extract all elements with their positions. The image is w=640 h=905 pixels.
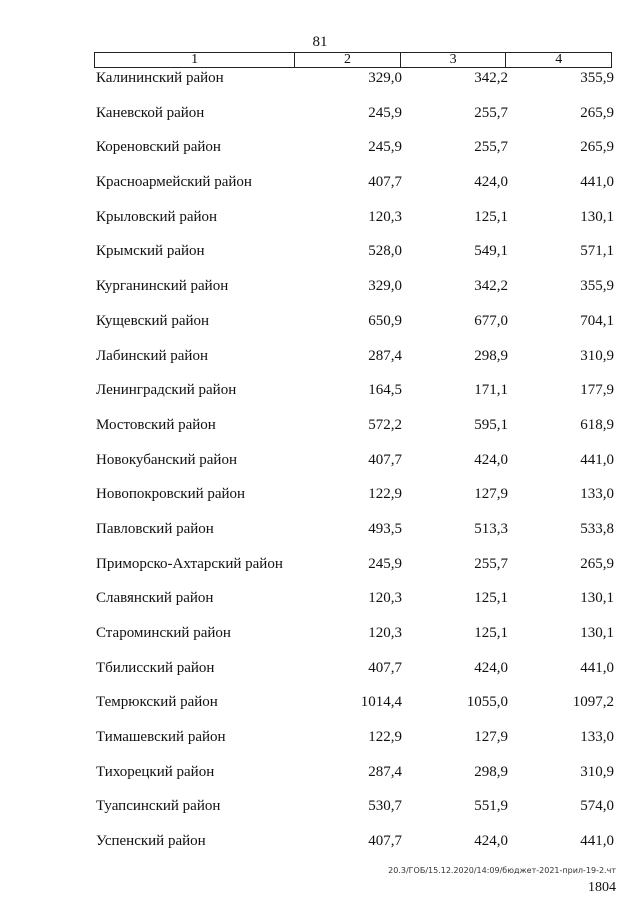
value-col-3: 513,3 bbox=[474, 520, 508, 537]
district-name: Староминский район bbox=[96, 625, 231, 641]
value-col-4: 574,0 bbox=[580, 798, 614, 815]
value-col-4: 133,0 bbox=[580, 729, 614, 746]
table-row bbox=[0, 521, 640, 556]
table-row bbox=[0, 382, 640, 417]
district-name: Успенский район bbox=[96, 833, 206, 850]
table-row bbox=[0, 556, 640, 591]
table-row bbox=[0, 313, 640, 348]
district-name: Курганинский район bbox=[96, 278, 229, 295]
value-col-3: 125,1 bbox=[474, 208, 508, 225]
value-col-4: 310,9 bbox=[580, 763, 614, 780]
table-row bbox=[0, 417, 640, 452]
district-name: Крымский район bbox=[96, 243, 205, 260]
value-col-2: 407,7 bbox=[368, 451, 402, 468]
value-col-3: 127,9 bbox=[474, 729, 508, 746]
value-col-2: 245,9 bbox=[368, 139, 402, 156]
table-row bbox=[0, 625, 640, 660]
value-col-2: 572,2 bbox=[368, 416, 402, 433]
table-row bbox=[0, 590, 640, 625]
table-row bbox=[0, 729, 640, 764]
table-row bbox=[0, 174, 640, 209]
value-col-3: 255,7 bbox=[474, 555, 508, 572]
value-col-3: 424,0 bbox=[474, 833, 508, 850]
district-name: Красноармейский район bbox=[96, 174, 252, 191]
table-header bbox=[94, 52, 612, 68]
value-col-3: 677,0 bbox=[474, 312, 508, 329]
value-col-4: 130,1 bbox=[580, 208, 614, 225]
value-col-3: 127,9 bbox=[474, 486, 508, 503]
value-col-4: 130,1 bbox=[580, 625, 614, 641]
value-col-2: 528,0 bbox=[368, 243, 402, 260]
value-col-4: 571,1 bbox=[580, 243, 614, 260]
value-col-4: 441,0 bbox=[580, 659, 614, 676]
column-header-2: 2 bbox=[294, 53, 400, 67]
column-header-3: 3 bbox=[400, 53, 506, 67]
district-name: Ленинградский район bbox=[96, 382, 237, 399]
value-col-3: 255,7 bbox=[474, 104, 508, 121]
table-row bbox=[0, 486, 640, 521]
table-row bbox=[0, 105, 640, 140]
district-name: Тбилисский район bbox=[96, 659, 215, 676]
value-col-3: 298,9 bbox=[474, 763, 508, 780]
value-col-2: 122,9 bbox=[368, 729, 402, 746]
value-col-2: 407,7 bbox=[368, 659, 402, 676]
value-col-4: 177,9 bbox=[580, 382, 614, 399]
document-stamp: 20.3/ГОБ/15.12.2020/14:09/бюджет-2021-прил-19-2.чт bbox=[388, 866, 616, 875]
value-col-4: 133,0 bbox=[580, 486, 614, 503]
value-col-3: 125,1 bbox=[474, 625, 508, 641]
table-body bbox=[0, 70, 640, 868]
value-col-2: 329,0 bbox=[368, 70, 402, 86]
value-col-3: 255,7 bbox=[474, 139, 508, 156]
value-col-4: 441,0 bbox=[580, 833, 614, 850]
value-col-4: 310,9 bbox=[580, 347, 614, 364]
value-col-2: 1014,4 bbox=[360, 694, 402, 711]
value-col-2: 407,7 bbox=[368, 174, 402, 191]
district-name: Туапсинский район bbox=[96, 798, 221, 815]
district-name: Тимашевский район bbox=[96, 729, 226, 746]
table-row bbox=[0, 70, 640, 105]
table-row bbox=[0, 278, 640, 313]
district-name: Лабинский район bbox=[96, 347, 208, 364]
value-col-3: 342,2 bbox=[474, 70, 508, 86]
value-col-2: 493,5 bbox=[368, 520, 402, 537]
table-row bbox=[0, 139, 640, 174]
value-col-2: 329,0 bbox=[368, 278, 402, 295]
table-row bbox=[0, 764, 640, 799]
district-name: Славянский район bbox=[96, 590, 214, 607]
table-row bbox=[0, 209, 640, 244]
value-col-3: 551,9 bbox=[474, 798, 508, 815]
value-col-2: 287,4 bbox=[368, 763, 402, 780]
district-name: Новокубанский район bbox=[96, 451, 237, 468]
value-col-3: 171,1 bbox=[474, 382, 508, 399]
value-col-2: 245,9 bbox=[368, 104, 402, 121]
column-header-4: 4 bbox=[505, 53, 611, 67]
value-col-2: 164,5 bbox=[368, 382, 402, 399]
value-col-4: 618,9 bbox=[580, 416, 614, 433]
value-col-3: 1055,0 bbox=[466, 694, 508, 711]
district-name: Приморско-Ахтарский район bbox=[96, 555, 283, 572]
value-col-3: 549,1 bbox=[474, 243, 508, 260]
table-row bbox=[0, 798, 640, 833]
value-col-4: 533,8 bbox=[580, 520, 614, 537]
district-name: Крыловский район bbox=[96, 208, 218, 225]
value-col-2: 407,7 bbox=[368, 833, 402, 850]
value-col-2: 245,9 bbox=[368, 555, 402, 572]
district-name: Темрюкский район bbox=[96, 694, 218, 711]
value-col-4: 355,9 bbox=[580, 278, 614, 295]
value-col-2: 120,3 bbox=[368, 625, 402, 641]
value-col-2: 530,7 bbox=[368, 798, 402, 815]
value-col-4: 265,9 bbox=[580, 139, 614, 156]
value-col-3: 342,2 bbox=[474, 278, 508, 295]
value-col-3: 424,0 bbox=[474, 659, 508, 676]
value-col-4: 441,0 bbox=[580, 451, 614, 468]
table-row bbox=[0, 348, 640, 383]
value-col-2: 122,9 bbox=[368, 486, 402, 503]
table-row bbox=[0, 452, 640, 487]
district-name: Кущевский район bbox=[96, 312, 210, 329]
value-col-4: 704,1 bbox=[580, 312, 614, 329]
value-col-2: 120,3 bbox=[368, 208, 402, 225]
district-name: Павловский район bbox=[96, 520, 214, 537]
district-name: Тихорецкий район bbox=[96, 763, 215, 780]
sheet-number: 1804 bbox=[588, 880, 616, 895]
value-col-2: 650,9 bbox=[368, 312, 402, 329]
value-col-4: 1097,2 bbox=[572, 694, 614, 711]
value-col-3: 424,0 bbox=[474, 174, 508, 191]
page-number: 81 bbox=[312, 34, 328, 50]
value-col-4: 265,9 bbox=[580, 104, 614, 121]
column-header-1: 1 bbox=[191, 52, 199, 67]
value-col-4: 355,9 bbox=[580, 70, 614, 86]
district-name: Мостовский район bbox=[96, 416, 216, 433]
value-col-4: 130,1 bbox=[580, 590, 614, 607]
value-col-3: 424,0 bbox=[474, 451, 508, 468]
value-col-4: 265,9 bbox=[580, 555, 614, 572]
table-row bbox=[0, 243, 640, 278]
value-col-4: 441,0 bbox=[580, 174, 614, 191]
table-row bbox=[0, 833, 640, 868]
value-col-2: 287,4 bbox=[368, 347, 402, 364]
district-name: Новопокровский район bbox=[96, 486, 246, 503]
district-name: Калининский район bbox=[96, 70, 224, 86]
table-row bbox=[0, 660, 640, 695]
value-col-3: 298,9 bbox=[474, 347, 508, 364]
value-col-3: 595,1 bbox=[474, 416, 508, 433]
table-row bbox=[0, 694, 640, 729]
district-name: Кореновский район bbox=[96, 139, 221, 156]
value-col-3: 125,1 bbox=[474, 590, 508, 607]
value-col-2: 120,3 bbox=[368, 590, 402, 607]
district-name: Каневской район bbox=[96, 104, 205, 121]
